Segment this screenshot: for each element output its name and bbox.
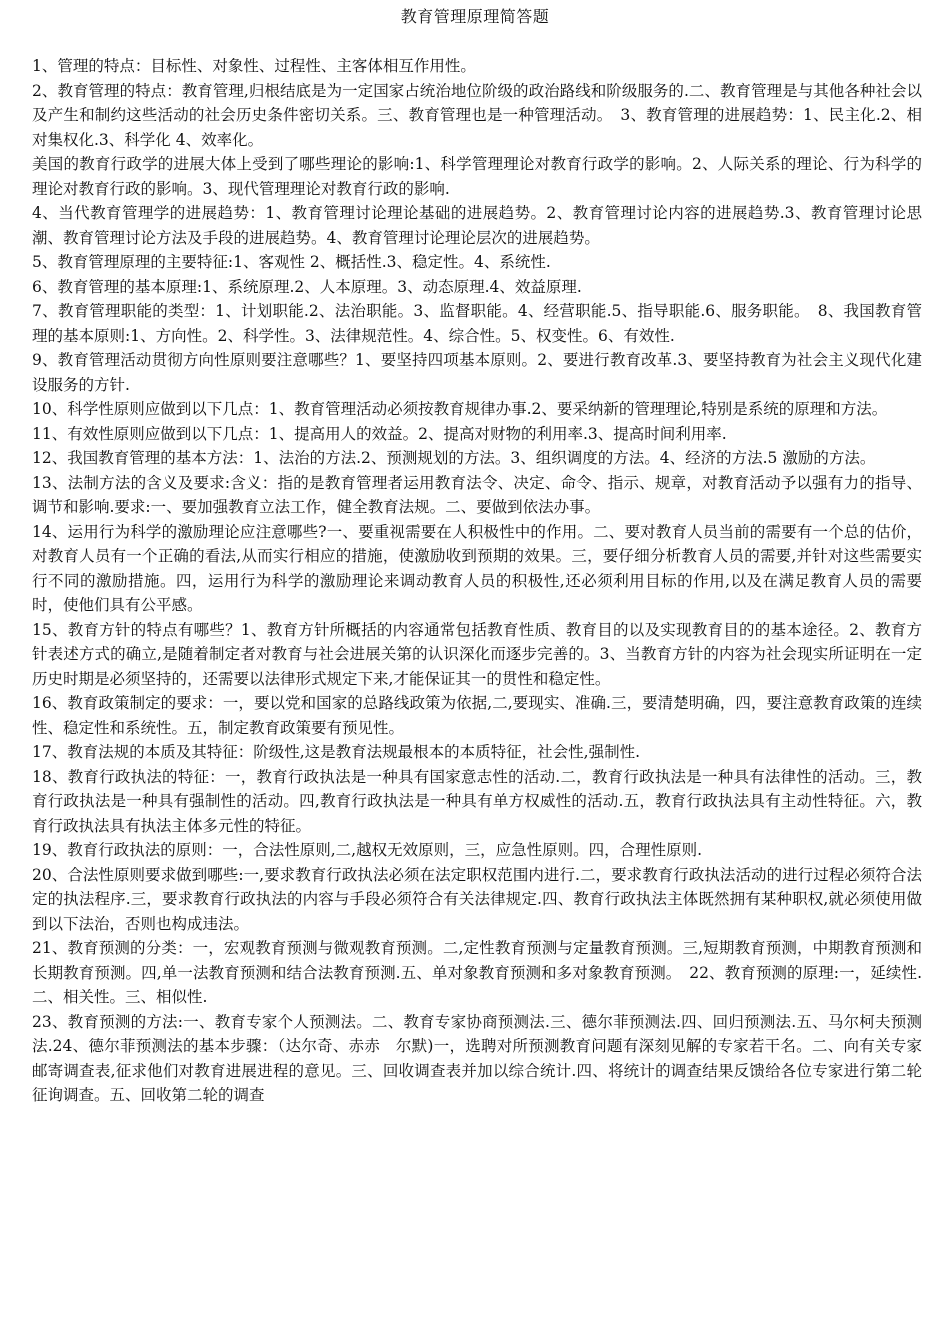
paragraph-9: 10、科学性原则应做到以下几点：1、教育管理活动必须按教育规律办事.2、要采纳新的管理理论,特别是系统的原理和方法。 [32, 400, 888, 418]
paragraph-10: 11、有效性原则应做到以下几点：1、提高用人的效益。2、提高对财物的利用率.3、提高时间利用率. [32, 424, 727, 443]
paragraph-3: 美国的教育行政学的进展大体上受到了哪些理论的影响:1、科学管理理论对教育行政学的影响。2、人际关系的理论、行为科学的理论对教育行政的影响。3、现代管理理论对教育行政的影响. [32, 155, 922, 198]
paragraph-7: 7、教育管理职能的类型：1、计划职能.2、法治职能。3、监督职能。4、经营职能.5、指导职能.6、服务职能。 8、我国教育管理的基本原则:1、方向性。2、科学性。3、法律规范性。4、综合性。5、权变性。6、有效性. [32, 302, 922, 345]
paragraph-21: 23、教育预测的方法:一、教育专家个人预测法。二、教育专家协商预测法.三、德尔菲预测法.四、回归预测法.五、马尔柯夫预测法.24、德尔菲预测法的基本步骤：（达尔奇、赤赤 尔默)一，选聘对所预测教育问题有深刻见解的专家若干名。二、向有关专家邮寄调查表,征求他们对教育进展进程的意见。三、回收调查表并加以综合统计.四、将统计的调查结果反馈给各位专家进行第二轮征询调查。五、回收第二轮的调查 [32, 1012, 922, 1104]
paragraph-16: 17、教育法规的本质及其特征：阶级性,这是教育法规最根本的本质特征，社会性,强制性. [32, 743, 641, 761]
paragraph-8: 9、教育管理活动贯彻方向性原则要注意哪些？1、要坚持四项基本原则。2、要进行教育改革.3、要坚持教育为社会主义现代化建设服务的方针. [32, 351, 922, 394]
paragraph-2: 2、教育管理的特点：教育管理,归根结底是为一定国家占统治地位阶级的政治路线和阶级服务的.二、教育管理是与其他各种社会以及产生和制约这些活动的社会历史条件密切关系。三、教育管理也是一种管理活动。 3、教育管理的进展趋势：1、民主化.2、相对集权化.3、科学化 4、效率化。 [32, 81, 922, 149]
paragraph-15: 16、教育政策制定的要求：一，要以党和国家的总路线政策为依据,二,要现实、准确.三，要清楚明确，四，要注意教育政策的连续性、稳定性和系统性。五，制定教育政策要有预见性。 [32, 694, 922, 737]
paragraph-19: 20、合法性原则要求做到哪些:一,要求教育行政执法必须在法定职权范围内进行.二，要求教育行政执法活动的进行过程必须符合法定的执法程序.三，要求教育行政执法的内容与手段必须符合有关法律规定.四、教育行政执法主体既然拥有某种职权,就必须使用做到以下法治，否则也构成违法。 [32, 865, 922, 933]
paragraph-6: 6、教育管理的基本原理:1、系统原理.2、人本原理。3、动态原理.4、效益原理. [32, 277, 582, 296]
paragraph-17: 18、教育行政执法的特征：一，教育行政执法是一种具有国家意志性的活动.二，教育行政执法是一种具有法律性的活动。三，教育行政执法是一种具有强制性的活动。四,教育行政执法是一种具有单方权威性的活动.五，教育行政执法具有主动性特征。六，教育行政执法具有执法主体多元性的特征。 [32, 767, 922, 835]
paragraph-11: 12、我国教育管理的基本方法：1、法治的方法.2、预测规划的方法。3、组织调度的方法。4、经济的方法.5 激励的方法。 [32, 449, 876, 467]
paragraph-5: 5、教育管理原理的主要特征:1、客观性 2、概括性.3、稳定性。4、系统性. [32, 253, 551, 271]
document-title: 教育管理原理简答题 [400, 7, 550, 26]
paragraph-4: 4、当代教育管理学的进展趋势：1、教育管理讨论理论基础的进展趋势。2、教育管理讨论内容的进展趋势.3、教育管理讨论思潮、教育管理讨论方法及手段的进展趋势。4、教育管理讨论理论层次的进展趋势。 [32, 204, 922, 247]
paragraph-13: 14、运用行为科学的激励理论应注意哪些?一、要重视需要在人积极性中的作用。二、要对教育人员当前的需要有一个总的估价，对教育人员有一个正确的看法,从而实行相应的措施，使激励收到预期的效果。三，要仔细分析教育人员的需要,并针对这些需要实行不同的激励措施。四，运用行为科学的激励理论来调动教育人员的积极性,还必须利用目标的作用,以及在满足教育人员的需要时，使他们具有公平感。 [32, 522, 922, 614]
document-body [32, 54, 922, 1108]
paragraph-14: 15、教育方针的特点有哪些？1、教育方针所概括的内容通常包括教育性质、教育目的以及实现教育目的的基本途径。2、教育方针表述方式的确立,是随着制定者对教育与社会进展关第的认识深化而逐步完善的。3、当教育方针的内容为社会现实所证明在一定历史时期是必须坚持的，还需要以法律形式规定下来,才能保证其一的贯性和稳定性。 [32, 620, 922, 688]
paragraph-1: 1、管理的特点：目标性、对象性、过程性、主客体相互作用性。 [32, 57, 476, 75]
paragraph-12: 13、法制方法的含义及要求:含义：指的是教育管理者运用教育法令、决定、命令、指示、规章，对教育活动予以强有力的指导、调节和影响.要求:一、要加强教育立法工作，健全教育法规。二、要做到依法办事。 [32, 473, 922, 516]
paragraph-18: 19、教育行政执法的原则：一，合法性原则,二,越权无效原则，三，应急性原则。四，合理性原则. [32, 841, 703, 859]
paragraph-20: 21、教育预测的分类：一，宏观教育预测与微观教育预测。二,定性教育预测与定量教育预测。三,短期教育预测，中期教育预测和长期教育预测。四,单一法教育预测和结合法教育预测.五、单对象教育预测和多对象教育预测。 22、教育预测的原理:一，延续性.二、相关性。三、相似性. [32, 939, 922, 1006]
